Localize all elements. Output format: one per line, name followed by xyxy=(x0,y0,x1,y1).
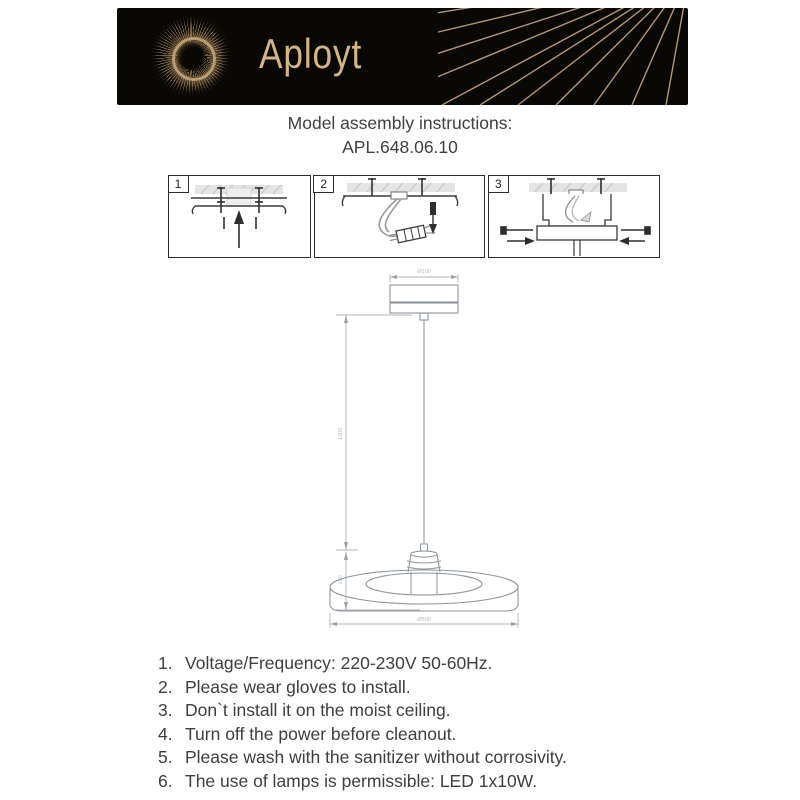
item-text: Turn off the power before cleanout. xyxy=(185,723,457,744)
item-number: 3. xyxy=(158,700,173,720)
brand-banner xyxy=(117,8,688,105)
list-item xyxy=(158,770,698,794)
starburst-ring xyxy=(172,37,216,81)
list-item xyxy=(158,676,698,700)
canopy-dimension-line xyxy=(390,274,458,283)
item-text: Please wash with the sanitizer without corrosivity. xyxy=(185,747,567,767)
item-text: The use of lamps is permissible: LED 1x10W. xyxy=(185,770,538,791)
step-2-illustration xyxy=(315,176,484,256)
drop-height-label: 1200 xyxy=(338,427,344,441)
wire-fitting xyxy=(421,544,428,551)
step-2-box xyxy=(314,175,486,258)
step-1-box xyxy=(168,175,311,258)
step-1-number: 1 xyxy=(168,175,189,193)
step-2-number: 2 xyxy=(313,175,334,193)
shade-diameter-label: Ø500 xyxy=(417,617,431,623)
instruction-list xyxy=(158,652,698,793)
step-3-number: 3 xyxy=(488,175,509,193)
lamp-shade xyxy=(330,570,518,611)
assembly-steps-row xyxy=(168,175,660,258)
step-3-illustration xyxy=(489,176,658,256)
shade-height-label: 160 xyxy=(338,575,344,585)
lamp-dimension-drawing xyxy=(300,262,560,652)
list-item xyxy=(158,723,698,747)
corner-rays-decoration xyxy=(438,8,688,105)
brand-name: Aployt xyxy=(259,30,363,77)
list-item xyxy=(158,746,698,770)
item-number: 6. xyxy=(158,770,173,791)
item-text: Voltage/Frequency: 220-230V 50-60Hz. xyxy=(185,653,493,673)
step-3-box xyxy=(488,175,660,258)
item-number: 1. xyxy=(158,653,173,673)
drop-height-dimension xyxy=(336,315,412,550)
item-number: 5. xyxy=(158,747,173,767)
step-1-illustration xyxy=(169,176,309,256)
item-number: 2. xyxy=(158,676,173,697)
list-item xyxy=(158,699,698,723)
list-item xyxy=(158,652,698,676)
canopy-width-label: Ø100 xyxy=(417,269,431,275)
item-number: 4. xyxy=(158,723,173,744)
model-number: APL.648.06.10 xyxy=(342,137,458,157)
item-text: Don`t install it on the moist ceiling. xyxy=(185,700,451,720)
page-title: Model assembly instructions: xyxy=(287,113,513,133)
starburst-logo-icon xyxy=(150,15,232,97)
item-text: Please wear gloves to install. xyxy=(185,676,411,697)
